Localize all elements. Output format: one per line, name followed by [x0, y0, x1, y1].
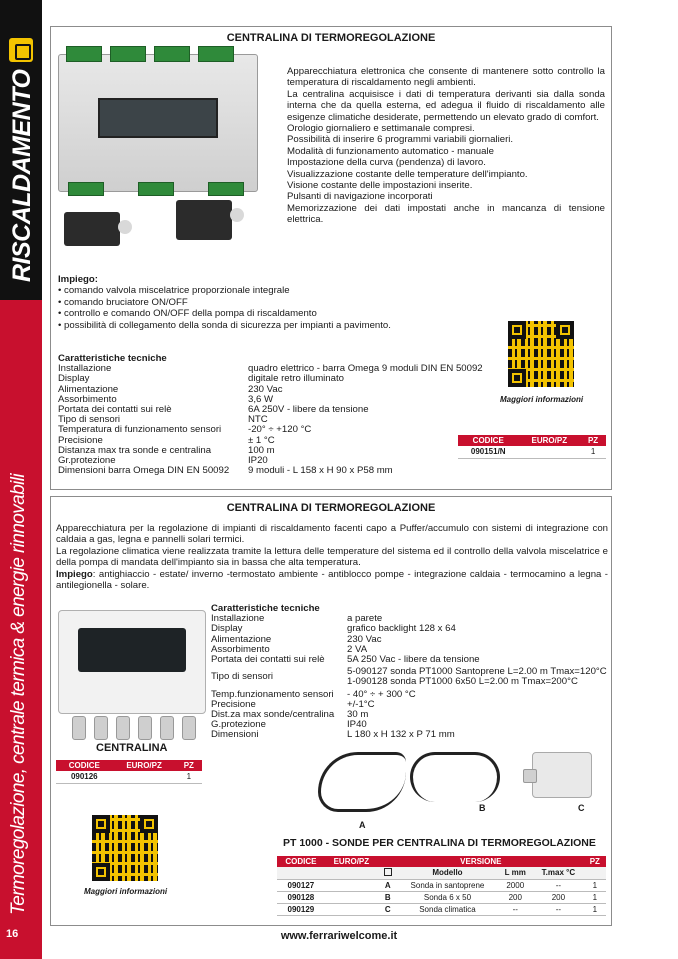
- box2-specs: Caratteristiche tecniche Installazione a parete Display grafico backlight 128 x 64 Alimentazione 230 Vac Assorbimento 2 VA Portata dei contatti sui relè 5A 250 Vac - libere da tensione Tipo di sensori 5-090127 sonda PT1000 Santoprene L=2.00 m Tmax=120°C 1-090128 sonda PT1000 6x50 L=2.00 m Tmax=200°C Temp.funzionamento sensori - 40° ÷ + 300 °C Precisione +/-1°C Dist.za max sonde/centralina 30 m G.protezione IP40 Dimensioni L 180 x H 132 x P 71 mm: [211, 603, 607, 741]
- sensor-label-b: B: [479, 803, 486, 813]
- table-row: 090127 A Sonda in santoprene 2000 -- 1: [277, 879, 606, 891]
- sonde-table: CODICE EURO/PZ VERSIONE PZ Modello L mm T.max °C 090127 A Sonda in santoprene 2000 -- 1 090128 B Sonda 6 x 50 200 200 1 090129 C Sonda climatica -- -- 1: [277, 856, 606, 916]
- category-title: RISCALDAMENTO: [8, 69, 36, 282]
- box1-usage: Impiego: • comando valvola miscelatrice proporzionale integrale • comando bruciatore ON/OFF • controllo e comando ON/OFF della pompa di riscaldamento • possibilità di collegamento della sonda di sicurezza per impianti a pavimento.: [58, 274, 391, 331]
- box2-description: Apparecchiatura per la regolazione di impianti di riscaldamento facenti capo a Puffer/accumulo con sistemi di integrazione con caldaia a gas, legna e pannelli solari termici. La regolazione climatica viene realizzata tramite la lettura delle temperature del sistema ed il controllo della valvola miscelatrice e della pompa di mandata dell'impianto sia in bassa che alta temperatura. Impiego: antighiaccio - estate/ inverno -termostato ambiente - antiblocco pompe - integrazione caldaia - termocamino a legna - antilegionella - solare.: [56, 523, 608, 592]
- box1-price-table: CODICE EURO/PZ PZ 090151/N 1: [458, 435, 606, 459]
- checkbox-icon: [384, 868, 392, 876]
- table-row: 090126 1: [56, 771, 202, 783]
- table-row: 090129 C Sonda climatica -- -- 1: [277, 903, 606, 915]
- qr-code-1[interactable]: [508, 321, 574, 387]
- lcd-display: [98, 98, 218, 138]
- wall-controller-image: [58, 610, 206, 740]
- qr-code-2[interactable]: [92, 815, 158, 881]
- probe-image-2: [176, 200, 232, 240]
- probe-image-1: [64, 212, 120, 246]
- box1-description: Apparecchiatura elettronica che consente di mantenere sotto controllo la temperatura di riscaldamento negli ambienti. La centralina acquisisce i dati di temperatura derivanti sia dalla sonda interna che da quella esterna, ed adegua il fluido di riscaldamento alle esigenze climatiche desiderate, permettendo un elevato grado di comfort. Orologio giornaliero e settimanale compresi. Possibilità di inserire 6 programmi variabili giornalieri. Modalità di funzionamento automatico - manuale Impostazione della curva (pendenza) di lavoro. Visualizzazione costante delle temperature dell'impianto. Visione costante delle impostazioni inserite. Pulsanti di navigazione incorporati Memorizzazione dei dati impostati anche in mancanza di tensione elettrica.: [287, 66, 605, 226]
- qr-caption-1[interactable]: Maggiori informazioni: [500, 395, 584, 404]
- product-title-2: CENTRALINA DI TERMOREGOLAZIONE: [226, 502, 436, 514]
- sonde-title: PT 1000 - SONDE PER CENTRALINA DI TERMOREGOLAZIONE: [283, 837, 596, 849]
- page-number: 16: [6, 928, 19, 940]
- box2-price-table: CODICE EURO/PZ PZ 090126 1: [56, 760, 202, 784]
- table-row: 090128 B Sonda 6 x 50 200 200 1: [277, 891, 606, 903]
- category-subtitle: Termoregolazione, centrale termica & energie rinnovabili: [8, 474, 29, 915]
- box1-specs: Caratteristiche tecniche Installazione quadro elettrico - barra Omega 9 moduli DIN EN 50092 Display digitale retro illuminato Alimentazione 230 Vac Assorbimento 3,6 W Portata dei contatti sui relè 6A 250V - libere da tensione Tipo di sensori NTC Temperatura di funzionamento sensori -20° ÷ +120 °C Precisione ± 1 °C Distanza max tra sonde e centralina 100 m Gr.protezione IP20 Dimensioni barra Omega DIN EN 50092 9 moduli - L 158 x H 90 x P58 mm: [58, 353, 483, 477]
- sensor-label-a: A: [359, 820, 366, 830]
- sidebar-band: [0, 0, 42, 959]
- controller-display: [78, 628, 186, 672]
- din-rail-controller-image: [58, 46, 258, 196]
- product-label: CENTRALINA: [96, 742, 168, 754]
- footer-website[interactable]: www.ferrariwelcome.it: [280, 930, 398, 942]
- sensor-b-image: [410, 752, 500, 802]
- table-row: 090151/N 1: [458, 446, 606, 458]
- qr-caption-2[interactable]: Maggiori informazioni: [84, 887, 168, 896]
- heating-icon: [9, 38, 33, 62]
- sensor-label-c: C: [578, 803, 585, 813]
- product-title: CENTRALINA DI TERMOREGOLAZIONE: [226, 32, 436, 44]
- sensor-c-image: [532, 752, 592, 798]
